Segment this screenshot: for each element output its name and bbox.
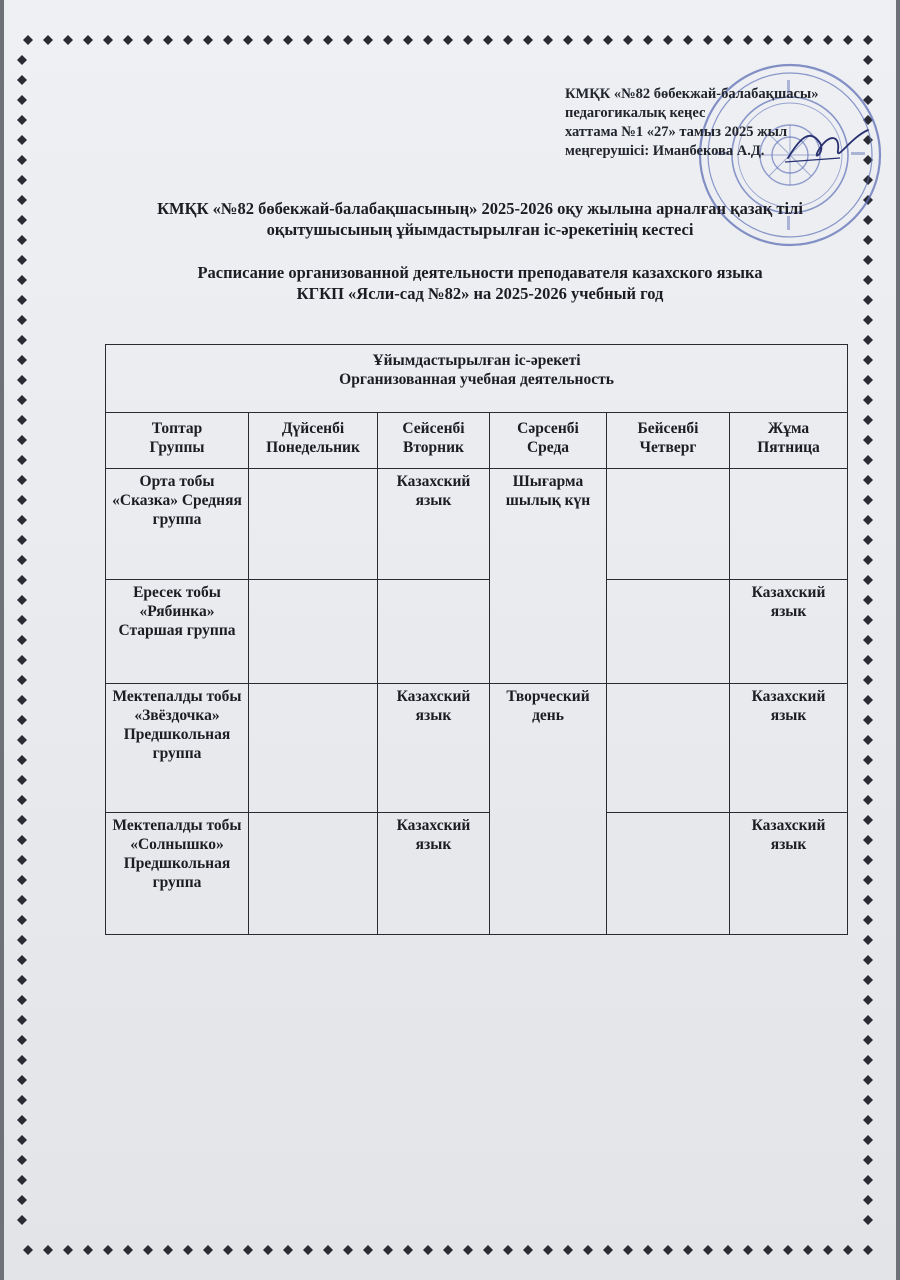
header-wednesday: Сәрсенбі Среда [490, 413, 607, 469]
group-cell-zvezdochka: Мектепалды тобы «Звёздочка» Предшкольная группа [106, 684, 249, 813]
lesson-cell: Казахский язык [378, 469, 490, 580]
title-kazakh: КМҚК «№82 бөбекжай-балабақшасының» 2025-2026 оқу жылына арналған қазақ тілі оқытушысының ұйымдастырылған іс-әрекетінің кестесі [157, 199, 803, 239]
cell-empty [607, 580, 730, 684]
approval-block [565, 85, 865, 161]
cell-empty [249, 580, 378, 684]
cell-empty [607, 469, 730, 580]
cell-empty [730, 469, 848, 580]
title-russian-line1: Расписание организованной деятельности преподавателя казахского языка [197, 263, 763, 282]
header-tuesday: Сейсенбі Вторник [378, 413, 490, 469]
header-monday: Дүйсенбі Понедельник [249, 413, 378, 469]
header-groups: Топтар Группы [106, 413, 249, 469]
cell-empty [607, 684, 730, 813]
cell-empty [607, 813, 730, 935]
lesson-cell: Казахский язык [730, 813, 848, 935]
lesson-cell: Казахский язык [730, 684, 848, 813]
group-cell-solnyshko: Мектепалды тобы «Солнышко» Предшкольная группа [106, 813, 249, 935]
cell-empty [378, 580, 490, 684]
header-thursday: Бейсенбі Четверг [607, 413, 730, 469]
table-caption-kz: Ұйымдастырылған іс-әрекеті [372, 352, 581, 369]
table-row [106, 813, 848, 935]
schedule-table [105, 344, 848, 935]
table-row [106, 469, 848, 580]
approval-council: педагогикалық кеңес [565, 105, 706, 121]
lesson-cell: Казахский язык [378, 684, 490, 813]
header-friday: Жұма Пятница [730, 413, 848, 469]
table-row [106, 684, 848, 813]
creative-day-kz-cell: Шығарма шылық күн [490, 469, 607, 684]
approval-org: КМҚК «№82 бөбекжай-балабақшасы» [565, 86, 819, 102]
cell-empty [249, 813, 378, 935]
group-cell-skazka: Орта тобы «Сказка» Средняя группа [106, 469, 249, 580]
lesson-cell: Казахский язык [730, 580, 848, 684]
table-caption-ru: Организованная учебная деятельность [339, 371, 614, 388]
creative-day-ru-cell: Творческий день [490, 684, 607, 935]
group-cell-ryabinka: Ересек тобы «Рябинка» Старшая группа [106, 580, 249, 684]
title-russian [110, 262, 850, 304]
approval-protocol: хаттама №1 «27» тамыз 2025 жыл [565, 124, 788, 140]
cell-empty [249, 684, 378, 813]
table-caption [106, 345, 848, 413]
title-russian-line2: КГКП «Ясли-сад №82» на 2025-2026 учебный год [296, 284, 664, 303]
cell-empty [249, 469, 378, 580]
table-row [106, 580, 848, 684]
lesson-cell: Казахский язык [378, 813, 490, 935]
approval-head: меңгерушісі: Иманбекова А.Д. [565, 143, 765, 159]
